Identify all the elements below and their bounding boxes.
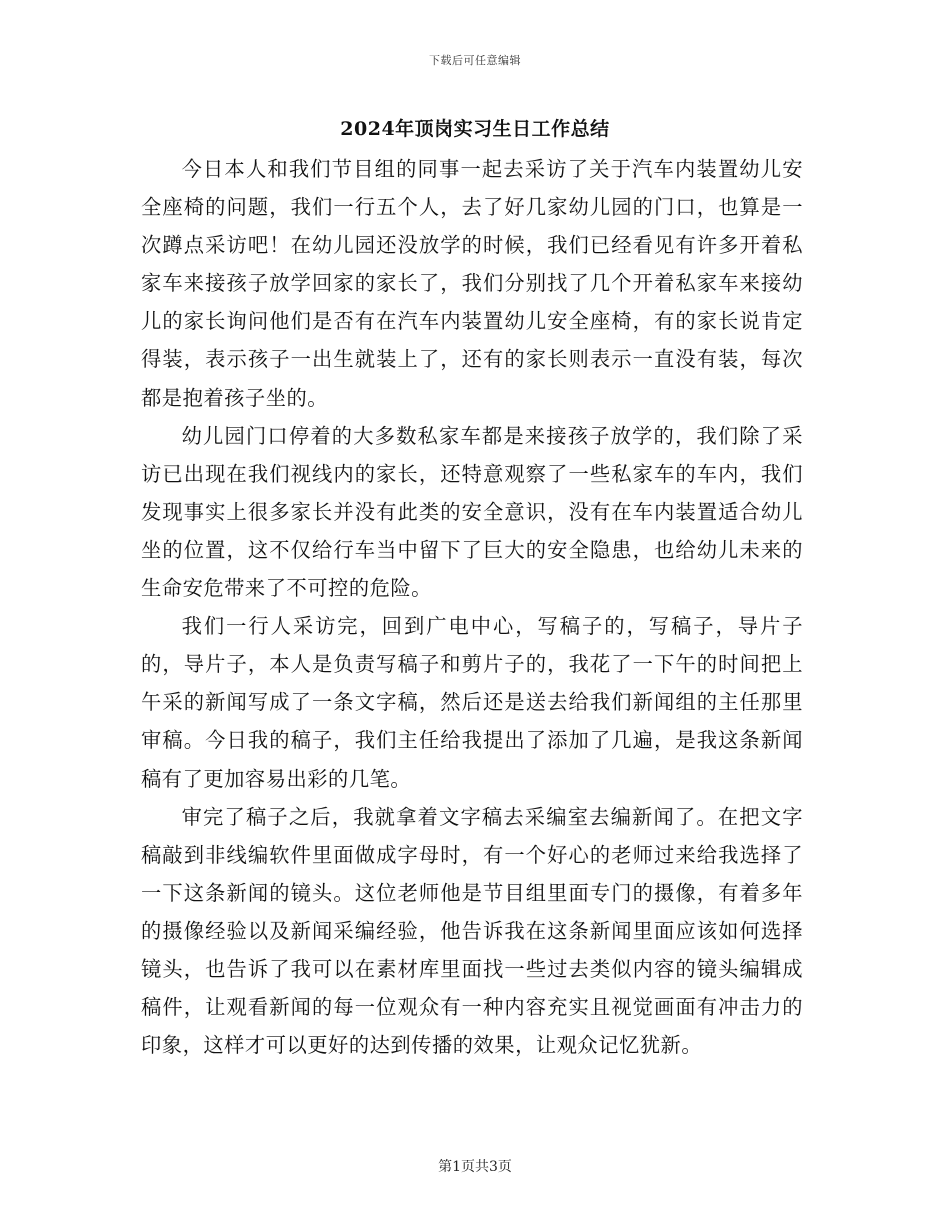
document-body bbox=[141, 150, 803, 1064]
document-title: 2024年顶岗实习生日工作总结 bbox=[340, 118, 610, 140]
paragraph-4: 审完了稿子之后，我就拿着文字稿去采编室去编新闻了。在把文字稿敲到非线编软件里面做成字母时，有一个好心的老师过来给我选择了一下这条新闻的镜头。这位老师他是节目组里面专门的摄像，有着多年的摄像经验以及新闻采编经验，他告诉我在这条新闻里面应该如何选择镜头，也告诉了我可以在素材库里面找一些过去类似内容的镜头编辑成稿件，让观看新闻的每一位观众有一种内容充实且视觉画面有冲击力的印象，这样才可以更好的达到传播的效果，让观众记忆犹新。 bbox=[141, 804, 803, 1058]
page-number: 第1页共3页 bbox=[438, 1159, 512, 1175]
page-header-note: 下载后可任意编辑 bbox=[429, 54, 521, 67]
paragraph-1: 今日本人和我们节目组的同事一起去采访了关于汽车内装置幼儿安全座椅的问题，我们一行五个人，去了好几家幼儿园的门口，也算是一次蹲点采访吧！在幼儿园还没放学的时候，我们已经看见有许多开着私家车来接孩子放学回家的家长了，我们分别找了几个开着私家车来接幼儿的家长询问他们是否有在汽车内装置幼儿安全座椅，有的家长说肯定得装，表示孩子一出生就装上了，还有的家长则表示一直没有装，每次都是抱着孩子坐的。 bbox=[141, 157, 803, 410]
paragraph-3: 我们一行人采访完，回到广电中心，写稿子的，写稿子，导片子的，导片子，本人是负责写稿子和剪片子的，我花了一下午的时间把上午采的新闻写成了一条文字稿，然后还是送去给我们新闻组的主任那里审稿。今日我的稿子，我们主任给我提出了添加了几遍，是我这条新闻稿有了更加容易出彩的几笔。 bbox=[141, 614, 803, 791]
paragraph-2: 幼儿园门口停着的大多数私家车都是来接孩子放学的，我们除了采访已出现在我们视线内的家长，还特意观察了一些私家车的车内，我们发现事实上很多家长并没有此类的安全意识，没有在车内装置适合幼儿坐的位置，这不仅给行车当中留下了巨大的安全隐患，也给幼儿未来的生命安危带来了不可控的危险。 bbox=[141, 423, 803, 601]
